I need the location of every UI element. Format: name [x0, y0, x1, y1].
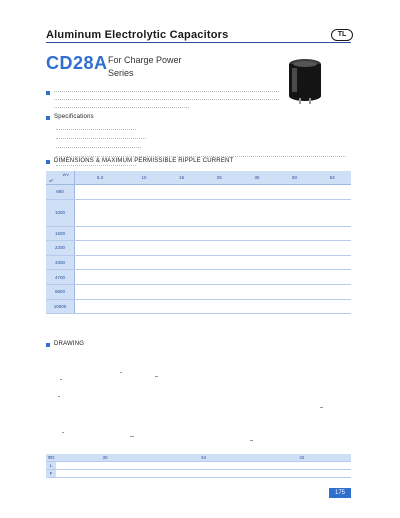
voltage-header: 10: [125, 171, 163, 185]
model-name: CD28A: [46, 53, 108, 73]
feature-text-block: [54, 88, 279, 108]
brand-logo: TL: [331, 29, 353, 41]
row-label-length: L: [46, 462, 56, 470]
category-title: Aluminum Electrolytic Capacitors: [46, 29, 229, 41]
subtitle-line-1: For Charge Power: [108, 55, 182, 65]
table-row: [46, 454, 351, 462]
table-row-fill: [75, 284, 352, 299]
table-row: [46, 270, 351, 285]
table-row-fill: [75, 185, 352, 200]
dimensions-heading: DIMENSIONS & MAXIMUM PERMISSIBLE RIPPLE CURRENT: [54, 158, 234, 164]
table-row-fill: [75, 199, 352, 226]
voltage-header: 6.3: [75, 171, 126, 185]
row-label-pitch: F: [46, 470, 56, 478]
table-row-fill: [75, 299, 352, 314]
table-row: [46, 462, 351, 470]
table-row: [46, 185, 351, 200]
capacitance-cell: 1500: [46, 226, 75, 241]
table-cell: [56, 462, 154, 470]
diameter-value: 42: [253, 454, 351, 462]
table-cell: [154, 462, 252, 470]
capacitor-photo-icon: [285, 58, 325, 104]
table-row: [46, 470, 351, 478]
table-row: [46, 284, 351, 299]
table-cell: [56, 470, 154, 478]
feature-bullet-icon: [46, 91, 50, 95]
table-cell: [154, 470, 252, 478]
voltage-header: 63: [313, 171, 351, 185]
page-number: 175: [329, 488, 351, 498]
specifications-bullet-icon: [46, 116, 50, 120]
header-rule: [46, 42, 351, 43]
table-cell: [253, 462, 351, 470]
subtitle-line-2: Series: [108, 68, 134, 78]
table-row-fill: [75, 226, 352, 241]
table-row: [46, 299, 351, 314]
capacitance-cell: 6800: [46, 284, 75, 299]
series-subtitle: [108, 54, 198, 80]
capacitance-cell: 4700: [46, 270, 75, 285]
wv-uf-corner: [46, 171, 75, 185]
table-row-fill: [75, 255, 352, 270]
table-cell: [253, 470, 351, 478]
capacitance-cell: 2200: [46, 241, 75, 256]
voltage-header: 25: [200, 171, 238, 185]
capacitance-cell: 1000: [46, 199, 75, 226]
diameter-value: 30: [56, 454, 154, 462]
capacitance-cell: 10000: [46, 299, 75, 314]
voltage-header: 50: [276, 171, 314, 185]
table-row-fill: [75, 241, 352, 256]
drawing-faint-marks: [58, 372, 323, 441]
capacitance-cell: 680: [46, 185, 75, 200]
voltage-header: 35: [238, 171, 276, 185]
table-row: [46, 199, 351, 226]
voltage-header: 16: [163, 171, 201, 185]
drawing-area: [50, 352, 350, 447]
capacitance-cell: 3300: [46, 255, 75, 270]
dimensions-table: [46, 171, 351, 314]
specifications-heading: Specifications: [54, 114, 94, 120]
diameter-value: 34: [154, 454, 252, 462]
drawing-bullet-icon: [46, 343, 50, 347]
table-row: [46, 241, 351, 256]
table-row-fill: [75, 270, 352, 285]
table-row: [46, 226, 351, 241]
wv-label: WV: [62, 172, 69, 177]
table-header-row: [46, 171, 351, 185]
dimensions-bullet-icon: [46, 160, 50, 164]
table-row: [46, 255, 351, 270]
row-label-diameter: ΦD: [47, 455, 55, 460]
drawing-heading: DRAWING: [54, 341, 85, 347]
drawing-dimension-table: [46, 454, 351, 478]
uf-label: uF: [49, 178, 54, 183]
